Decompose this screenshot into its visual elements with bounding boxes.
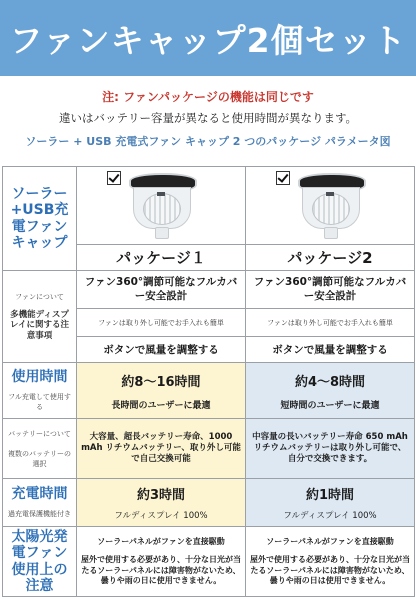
solar-label-cell [3, 527, 77, 597]
package2-solar-line1: ソーラーパネルがファンを直接駆動 [266, 537, 394, 547]
header-label-cell [3, 167, 77, 271]
package2-charge-time: 約1時間 [305, 488, 355, 503]
note-parameters: ソーラー + USB 充電式ファン キャップ 2 つのパッケージ パラメータ図 [25, 135, 391, 148]
fan-label-top: ファンについて [15, 293, 64, 302]
package1-feature: ファン360°調節可能なフルカバー安全設計 [84, 276, 238, 302]
battery-label-sub: 複数のバッテリーの選択 [8, 449, 71, 468]
package2-image-cell [246, 167, 415, 245]
fan-label-cell [3, 271, 77, 363]
checkbox-icon [276, 171, 290, 185]
package1-solar-line2: 屋外で使用する必要があり、十分な日光が当たるソーラーパネルには障害物がないため、曇りや雨の日に使用できません。 [81, 555, 241, 586]
banner-title: ファンキャップ2個セット [9, 20, 407, 60]
package1-name: パッケージ１ [116, 249, 206, 267]
table-row [3, 479, 415, 527]
package1-charge-time: 約3時間 [136, 488, 186, 503]
package1-usage-sub: 長時間のユーザーに最適 [111, 400, 211, 411]
charge-label-cell [3, 479, 77, 527]
table-row [3, 167, 415, 245]
solar-label: 太陽光発電ファン使用上の注意 [11, 529, 68, 594]
checkbox-icon [107, 171, 121, 185]
package2-button-note: ボタンで風量を調整する [272, 344, 388, 356]
package1-usage-time: 約8～16時間 [121, 374, 201, 390]
package2-removable: ファンは取り外し可能でお手入れも簡単 [267, 318, 393, 327]
usage-label-sub: フル充電して使用する [8, 392, 71, 411]
charge-label-sub: 過充電保護機能付き [8, 509, 71, 518]
charge-label: 充電時間 [11, 486, 68, 503]
header-label: ソーラー+USB充電ファンキャップ [10, 186, 69, 251]
table-row [3, 271, 415, 309]
usage-label-cell [3, 363, 77, 419]
note-red: 注: ファンパッケージの機能は同じです [102, 90, 314, 104]
table-row [3, 419, 415, 479]
fan-image [296, 173, 364, 243]
battery-label: バッテリーについて [8, 429, 71, 438]
battery-label-cell [3, 419, 77, 479]
fan-label-mid: 多機能ディスプレイに関する注意事項 [9, 310, 70, 341]
package1-image-cell [77, 167, 246, 245]
spec-table [2, 166, 415, 597]
package2-display: フルディスプレイ 100% [283, 511, 377, 521]
note-sub: 違いはバッテリー容量が異なると使用時間が異なります。 [58, 111, 358, 125]
package2-solar-line2: 屋外で使用する必要があり、十分な日光が当たるソーラーパネルには障害物がないため、曇りや雨の日は使用できません。 [250, 555, 410, 586]
package1-display: フルディスプレイ 100% [114, 511, 208, 521]
title-banner [0, 0, 416, 76]
package1-solar-line1: ソーラーパネルがファンを直接駆動 [97, 537, 225, 547]
package2-battery: 中容量の長いバッテリー寿命 650 mAh リチウムバッテリーは取り外し可能で、自分で交換できます。 [252, 431, 408, 465]
table-row [3, 363, 415, 419]
package1-button-note: ボタンで風量を調整する [103, 344, 219, 356]
package2-feature: ファン360°調節可能なフルカバー安全設計 [253, 276, 407, 302]
usage-label: 使用時間 [11, 369, 68, 386]
package2-usage-time: 約4～8時間 [294, 374, 366, 390]
package1-battery: 大容量、超長バッテリー寿命、1000 mAh リチウムバッテリー、取り外し可能で自己交換可能 [81, 431, 241, 465]
package2-name: パッケージ2 [287, 249, 373, 267]
package1-removable: ファンは取り外し可能でお手入れも簡単 [98, 318, 224, 327]
package2-usage-sub: 短時間のユーザーに最適 [280, 400, 380, 411]
fan-image [127, 173, 195, 243]
table-row [3, 527, 415, 597]
